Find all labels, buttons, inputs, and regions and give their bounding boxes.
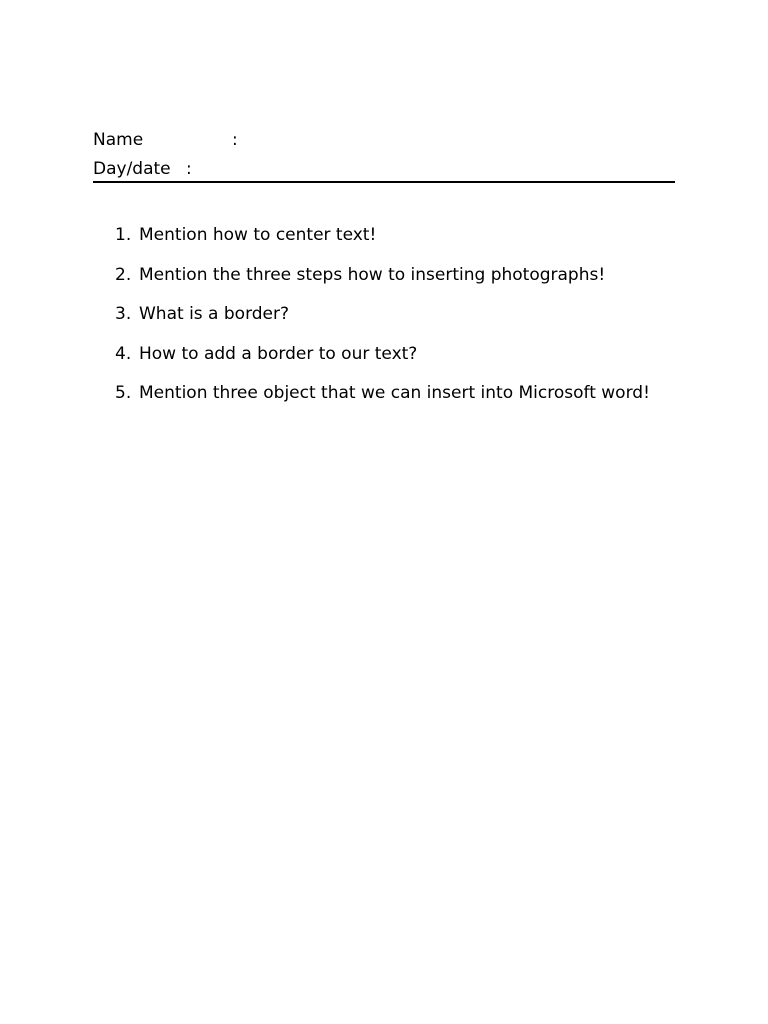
name-label: Name: [93, 130, 144, 150]
header-divider: [93, 181, 675, 183]
student-info-header: [93, 128, 675, 186]
name-colon: :: [232, 130, 238, 150]
question-text: What is a border?: [139, 304, 290, 324]
question-number: 3.: [115, 304, 132, 324]
question-text: Mention how to center text!: [139, 225, 377, 245]
question-text: Mention the three steps how to inserting photographs!: [139, 264, 606, 285]
question-text: Mention three object that we can insert into Microsoft word!: [139, 383, 650, 403]
question-item: [115, 335, 675, 375]
question-number: 4.: [115, 343, 132, 364]
question-number: 5.: [115, 383, 132, 403]
question-text: How to add a border to our text?: [139, 343, 418, 364]
date-colon: :: [186, 159, 192, 179]
question-number: 2.: [115, 264, 132, 285]
question-item: [115, 295, 675, 335]
question-item: [115, 216, 675, 256]
question-item: [115, 256, 675, 296]
date-label: Day/date: [93, 159, 171, 179]
name-field: [93, 128, 675, 157]
question-list: [115, 216, 675, 414]
question-number: 1.: [115, 225, 132, 245]
question-item: [115, 374, 675, 414]
